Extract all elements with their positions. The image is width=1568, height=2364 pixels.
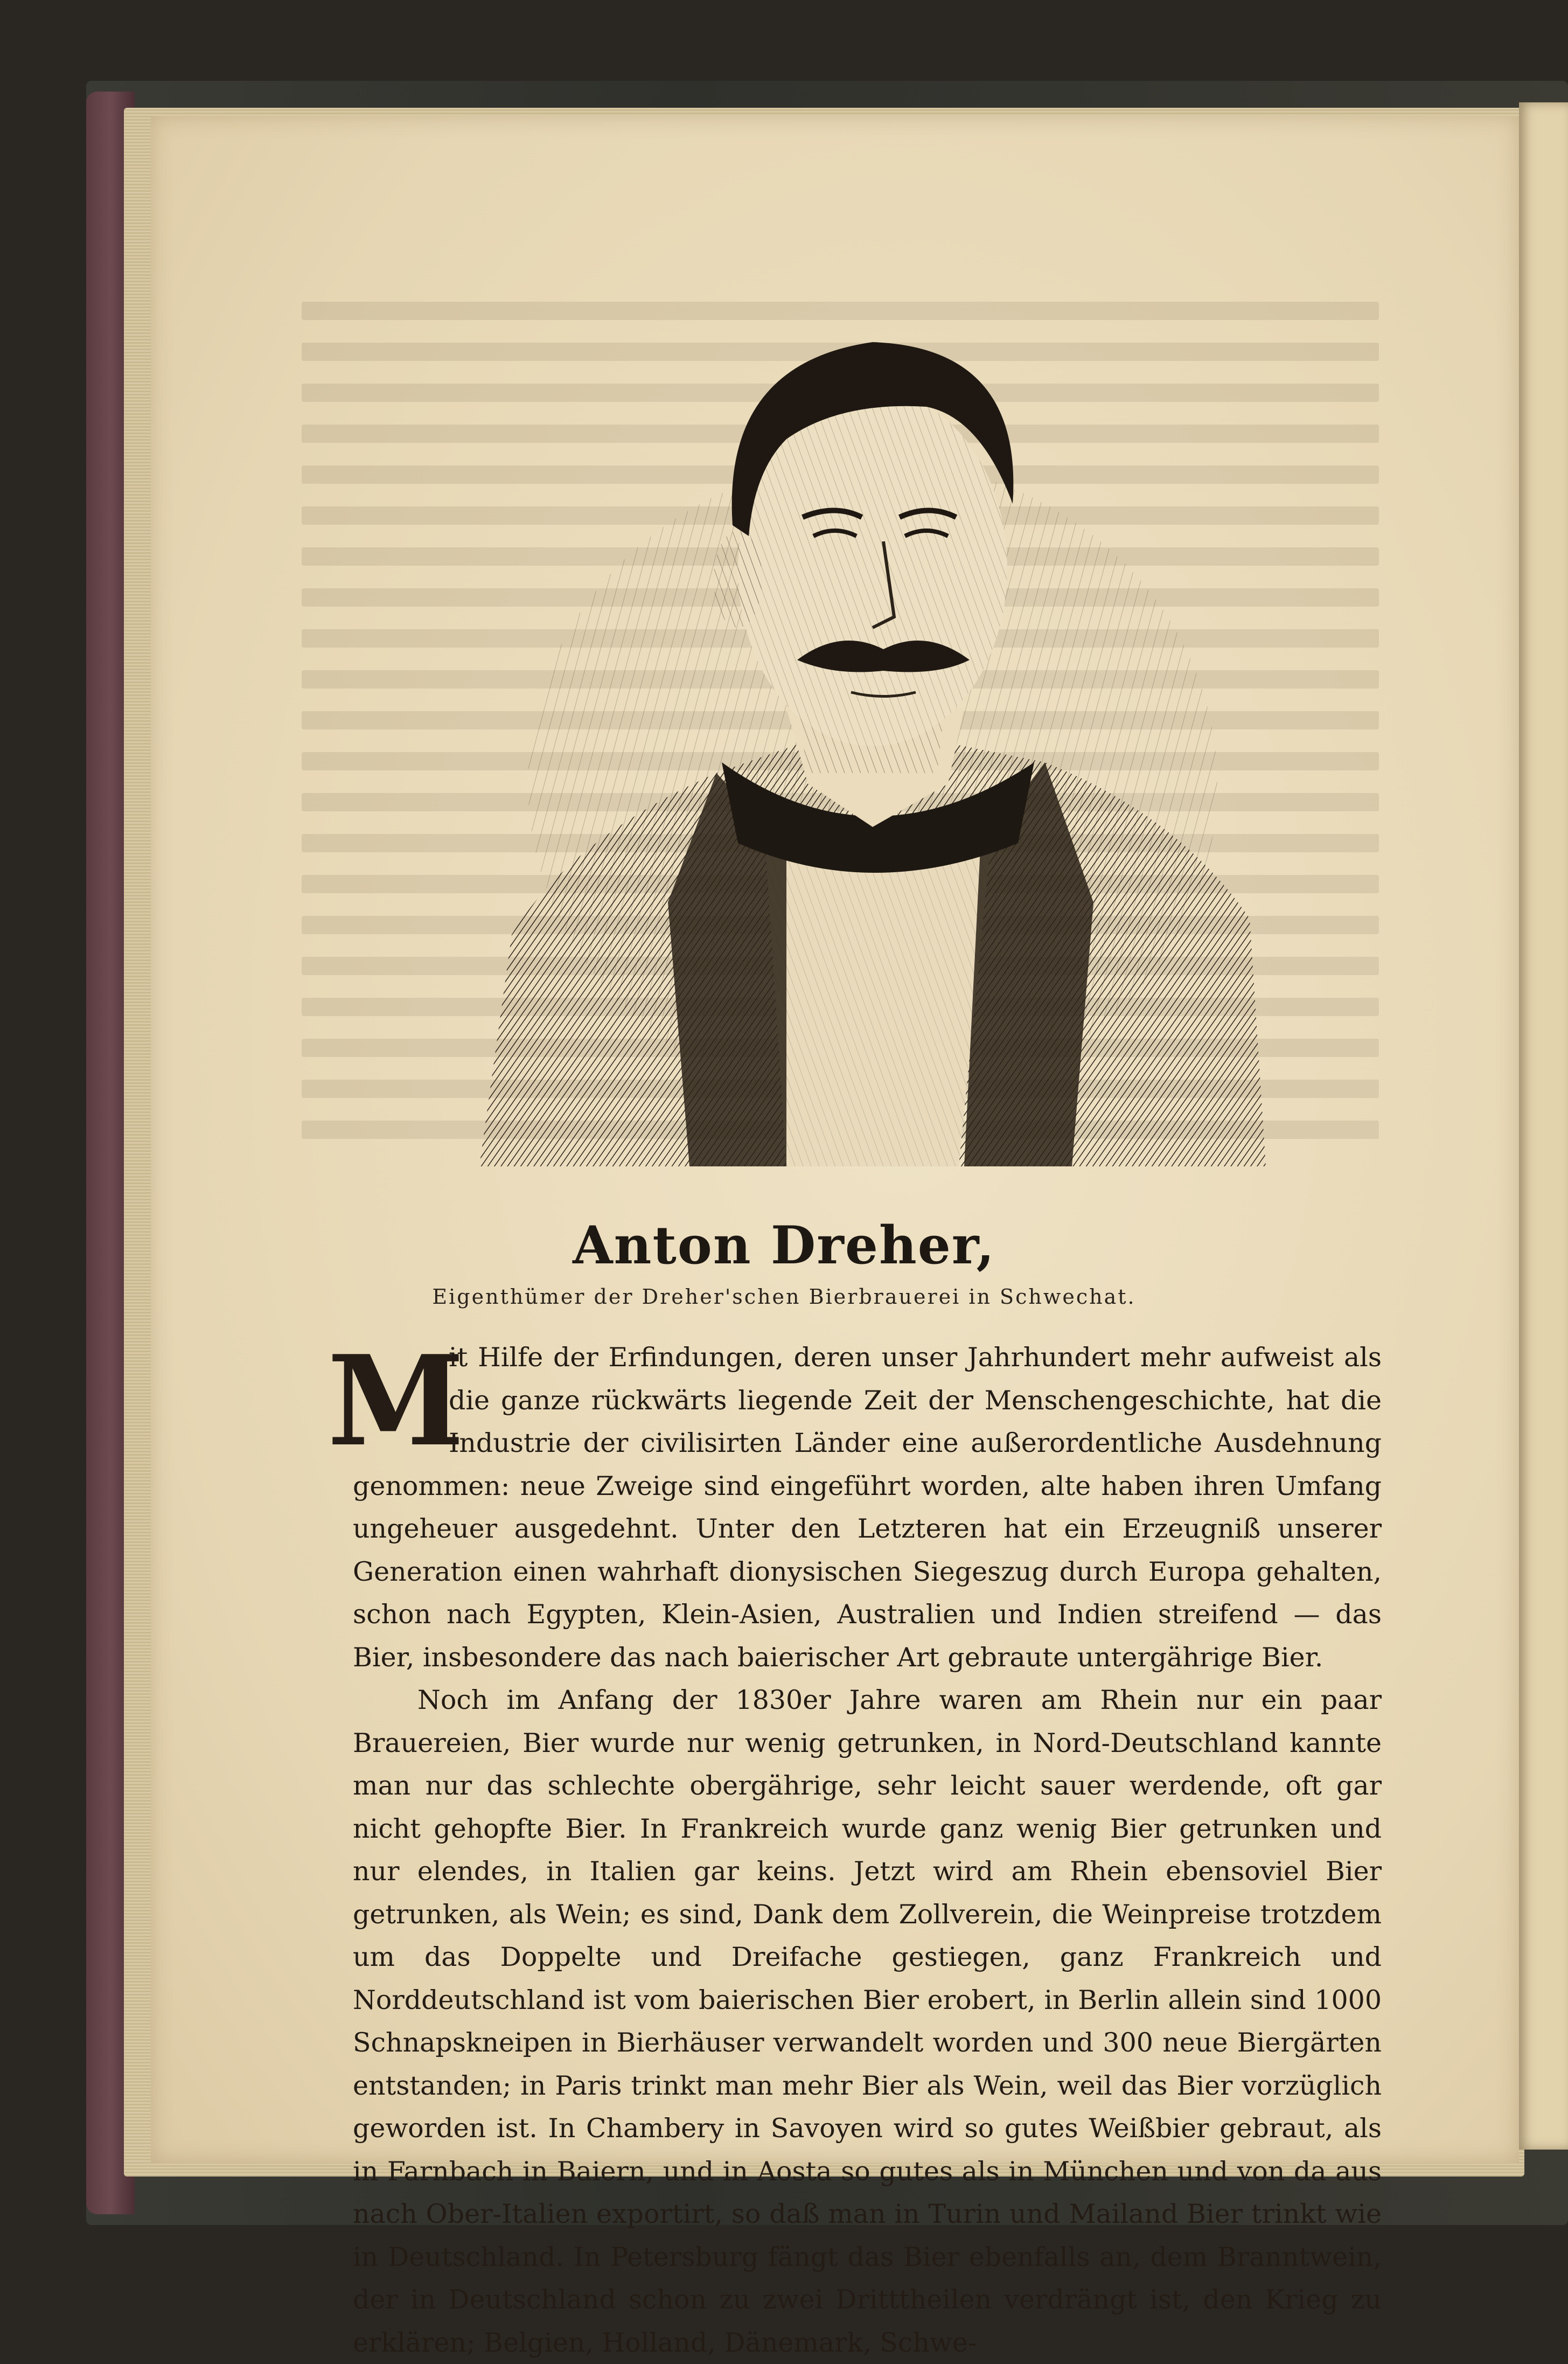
portrait-subtitle: Eigenthümer der Dreher'schen Bierbrauerei in Schwechat. — [432, 1285, 1136, 1309]
drop-cap: M — [327, 1328, 465, 1474]
paragraph-1: it Hilfe der Erfindungen, deren unser Jahrhundert mehr aufweist als die ganze rückwärts liegende Zeit der Menschengeschichte, hat die Industrie der civilisirten Länder eine außerordentliche Ausdehnung genommen: neue Zweige sind eingeführt worden, alte haben ihren Umfang ungeheuer ausgedehnt. Unter den Letzteren hat ein Erzeugniß unserer Generation einen wahrhaft dionysischen Siegeszug durch Europa gehalten, schon nach Egypten, Klein-Asien, Australien und Indien streifend — das Bier, insbesondere das nach baierischer Art gebraute untergährige Bier. — [353, 1342, 1382, 1673]
portrait-engraving — [463, 299, 1271, 1172]
next-page-edge — [1519, 102, 1568, 2150]
paragraph-2: Noch im Anfang der 1830er Jahre waren am Rhein nur ein paar Brauereien, Bier wurde nur wenig getrunken, in Nord-Deutschland kannte man nur das schlechte obergährige, sehr leicht sauer werdende, oft gar nicht gehopfte Bier. In Frankreich wurde ganz wenig Bier getrunken und nur elendes, in Italien gar keins. Jetzt wird am Rhein ebensoviel Bier getrunken, als Wein; es sind, Dank dem Zollverein, die Weinpreise trotzdem um das Doppelte und Dreifache gestiegen, ganz Frankreich und Norddeutschland ist vom baierischen Bier erobert, in Berlin allein sind 1000 Schnapskneipen in Bierhäuser verwandelt worden und 300 neue Biergärten entstanden; in Paris trinkt man mehr Bier als Wein, weil das Bier vorzüglich geworden ist. In Chambery in Savoyen wird so gutes Weißbier gebraut, als in Farnbach in Baiern, und in Aosta so gutes als in München und von da aus nach Ober-Italien exportirt, so daß man in Turin und Mailand Bier trinkt wie in Deutschland. In Petersburg fängt das Bier ebenfalls an, dem Branntwein, der in Deutschland schon zu zwei Dritttheilen verdrängt ist, den Krieg zu erklären; Belgien, Holland, Dänemark, Schwe- — [353, 1685, 1382, 2358]
article-body — [327, 1328, 1382, 2364]
portrait-name: Anton Dreher, — [573, 1215, 995, 1276]
